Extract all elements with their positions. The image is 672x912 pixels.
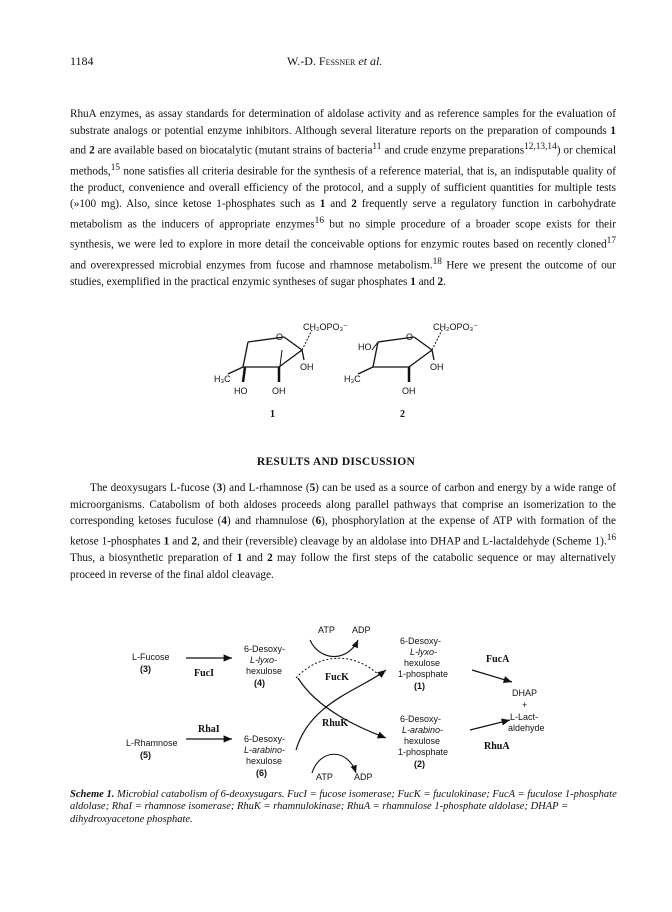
ring-oxygen: O	[276, 332, 284, 342]
rhap-line3: hexulose	[404, 736, 441, 746]
methyl-group: H₃C	[214, 374, 231, 384]
fuculose-number: (4)	[254, 678, 265, 688]
rhap-number: (2)	[414, 759, 425, 769]
atp-bottom: ATP	[316, 772, 333, 782]
citation: 17	[606, 236, 616, 247]
scheme-1-diagram	[0, 618, 672, 786]
compound-label-1: 1	[270, 409, 275, 420]
rhap-line4: 1-phosphate	[398, 747, 449, 757]
rhuA-arrow	[470, 720, 510, 730]
fucose-number: (3)	[140, 664, 151, 674]
rhamnulose-line3: hexulose	[246, 756, 283, 766]
page-number: 1184	[70, 54, 94, 68]
atp-adp-arc-top	[310, 640, 358, 657]
caption-lead: Scheme 1.	[70, 789, 115, 800]
rhamnose-label: L-Rhamnose	[126, 738, 178, 748]
atp-top: ATP	[318, 625, 335, 635]
author-suffix: et al.	[355, 54, 383, 68]
rhuK-enzyme: RhuK	[322, 718, 349, 729]
hydroxyl: OH	[272, 386, 286, 396]
plus-sign: +	[522, 700, 528, 710]
dhap-label: DHAP	[512, 688, 538, 698]
fucI-enzyme: FucI	[194, 668, 214, 679]
citation: 16	[606, 532, 617, 543]
fucp-line3: hexulose	[404, 658, 441, 668]
phosphate-group: CH₂OPO₃⁻	[433, 322, 478, 332]
scheme-caption	[70, 789, 630, 826]
methyl-group: H₃C	[344, 374, 361, 384]
atp-adp-arc-bottom	[312, 754, 356, 773]
hydroxyl: HO	[358, 342, 372, 352]
rhamnulose-line2: L-arabino-	[244, 745, 286, 755]
fucp-number: (1)	[414, 681, 425, 691]
rhuA-enzyme: RhuA	[484, 741, 510, 752]
fuculose-line1: 6-Desoxy-	[244, 644, 286, 654]
rhamnose-number: (5)	[140, 750, 151, 760]
structure-2	[358, 330, 442, 382]
results-paragraph: The deoxysugars L-fucose (3) and L-rhamnose (5) can be used as a source of carbon and energy by a wide range of microorganisms. Catabolism of both aldoses proceeds along parallel pathways that comprise an isomerization to the corresponding ketoses fuculose (4) and rhamnulose (6), phosphorylation at the expense of ATP with formation of the ketose 1-phosphates 1 and 2, and their (reversible) cleavage by an aldolase into DHAP and L-lactaldehyde (Scheme 1).$^{16}$ Thus, a biosynthetic preparation of 1 and 2 may follow the first steps of the catabolic sequence or may alternatively proceed in reverse of the final aldol cleavage.	[70, 482, 617, 581]
rhamnulose-line1: 6-Desoxy-	[244, 734, 286, 744]
structure-1	[228, 330, 312, 382]
fucA-enzyme: FucA	[486, 654, 510, 665]
fucK-enzyme: FucK	[325, 672, 349, 683]
citation: 16	[314, 216, 324, 227]
fucp-line4: 1-phosphate	[398, 669, 449, 679]
caption-text: Microbial catabolism of 6-deoxysugars. FucI = fucose isomerase; FucK = fuculokinase; FucA = fuculose 1-phosphate aldolase; RhaI = rhamnose isomerase; RhuK = rhamnulokinase; RhuA = rhamnulose 1-phosphate aldolase; DHAP = dihydroxyacetone phosphate.	[70, 789, 617, 825]
phosphate-group: CH₂OPO₃⁻	[303, 322, 348, 332]
citation: 15	[110, 162, 121, 173]
section-heading: RESULTS AND DISCUSSION	[256, 456, 416, 468]
fucA-arrow	[472, 670, 512, 682]
author-initials: W.-D.	[287, 54, 319, 68]
hydroxyl: OH	[430, 362, 444, 372]
rhuK-arc-right	[298, 678, 386, 738]
compound-label-2: 2	[400, 409, 405, 420]
hydroxyl: OH	[402, 386, 416, 396]
fucp-line1: 6-Desoxy-	[400, 636, 442, 646]
citation: 12,13,14	[524, 142, 557, 153]
hydroxyl: OH	[300, 362, 314, 372]
fucose-label: L-Fucose	[132, 652, 170, 662]
fucp-line2: L-lyxo-	[410, 647, 438, 657]
rhaI-enzyme: RhaI	[198, 724, 220, 735]
rhap-line2: L-arabino-	[402, 725, 444, 735]
intro-paragraph: RhuA enzymes, as assay standards for determination of aldolase activity and as reference samples for the evaluation of substrate analogs or potential enzyme inhibitors. Although several literature reports on the preparation of compounds 1 and 2 are available based on biocatalytic (mutant strains of bacteria$^{11}$ and crude enzyme preparations$^{12,13,14}$) or chemical methods,$^{15}$ none satisfies all criteria desirable for the synthesis of a reference material, that is, an indisputable quality of the product, convenience and overall efficiency of the protocol, and a supply of sufficient quantities for multiple tests (»100 mg). Also, since ketose 1-phosphates such as 1 and 2 frequently serve a regulatory function in carbohydrate metabolism as the inducers of appropriate enzymes$^{16}$ but no simple procedure of a broader scope exists for their synthesis, we were led to explore in more detail the conceivable options for enzymic routes based on recently cloned$^{17}$ and overexpressed microbial enzymes from fucose and rhamnose metabolism.$^{18}$ Here we present the outcome of our studies, exemplified in the practical enzymic syntheses of sugar phosphates 1 and 2.	[70, 108, 617, 289]
running-header	[287, 54, 382, 69]
fuculose-line3: hexulose	[246, 666, 283, 676]
rhamnulose-number: (6)	[256, 768, 267, 778]
lactaldehyde-line1: L-Lact-	[510, 712, 539, 722]
citation: 11	[372, 142, 382, 153]
rhap-line1: 6-Desoxy-	[400, 714, 442, 724]
fuculose-line2: L-lyxo-	[250, 655, 278, 665]
hydroxyl: HO	[234, 386, 248, 396]
adp-top: ADP	[352, 625, 371, 635]
adp-bottom: ADP	[354, 772, 373, 782]
lactaldehyde-line2: aldehyde	[508, 723, 545, 733]
citation: 18	[432, 256, 442, 267]
ring-oxygen: O	[406, 332, 414, 342]
author-surname: Fessner	[318, 54, 356, 68]
structures-figure	[0, 320, 672, 420]
